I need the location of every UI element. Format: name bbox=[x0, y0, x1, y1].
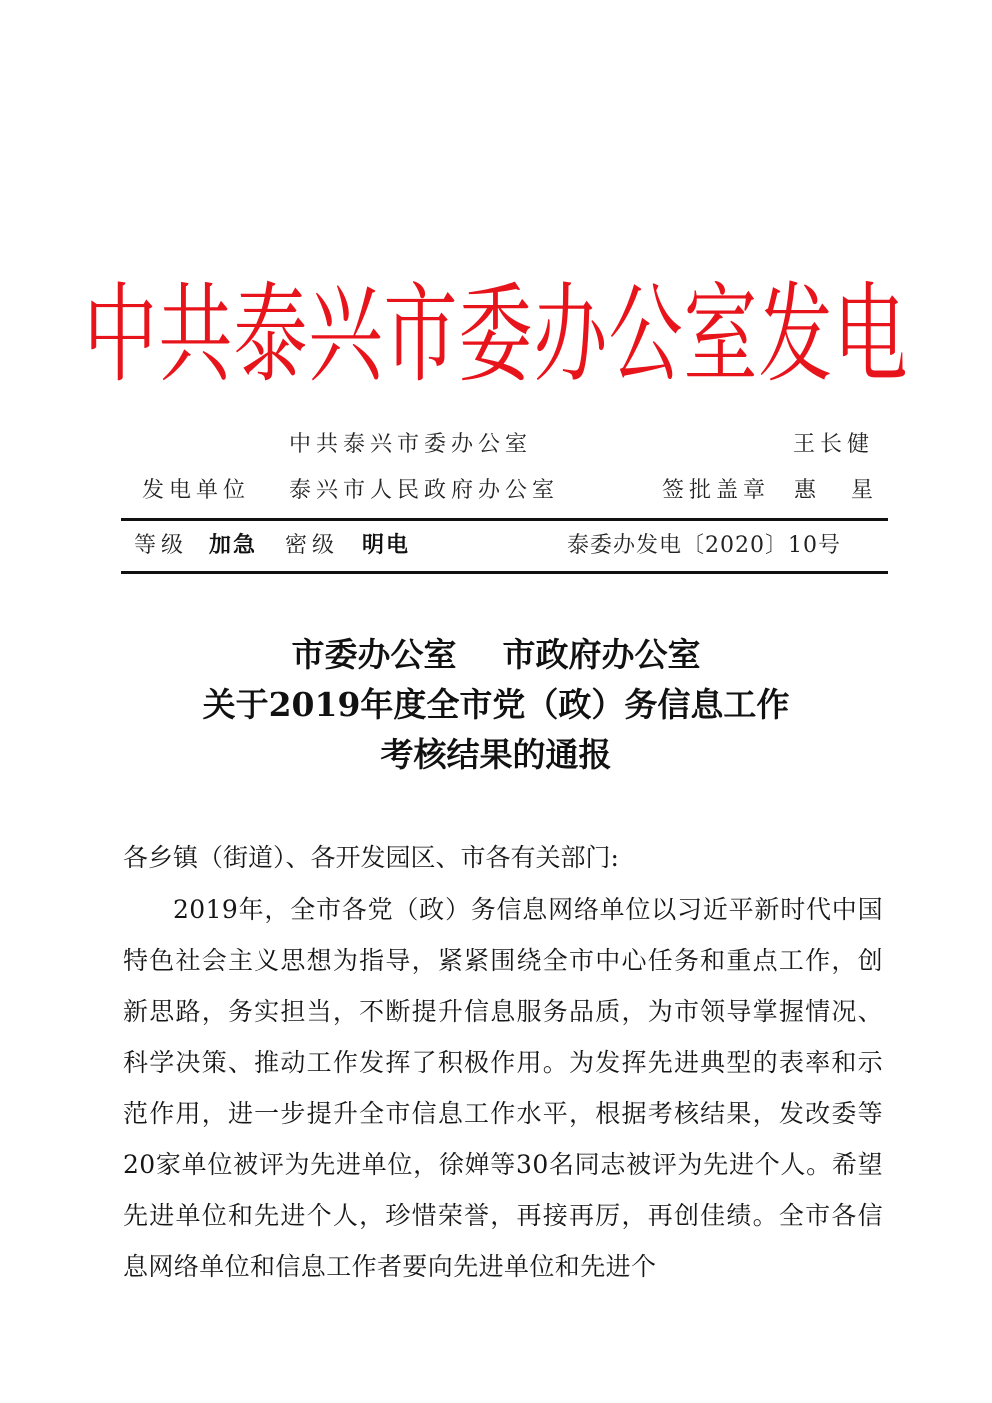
masthead bbox=[0, 270, 992, 400]
document-number: 泰委办发电〔2020〕10号 bbox=[567, 533, 841, 558]
sender-unit-1: 中共泰兴市委办公室 bbox=[289, 432, 533, 457]
secrecy-value: 明电 bbox=[362, 533, 411, 558]
level-value: 加急 bbox=[209, 533, 258, 558]
title-line-2: 关于2019年度全市党（政）务信息工作 bbox=[202, 685, 790, 724]
title-line-3: 考核结果的通报 bbox=[380, 735, 612, 774]
secrecy-label: 密级 bbox=[285, 533, 340, 558]
sender-unit-2: 泰兴市人民政府办公室 bbox=[289, 478, 560, 503]
title-line-1: 市委办公室 市政府办公室 bbox=[291, 635, 701, 674]
level-label: 等级 bbox=[134, 533, 189, 558]
masthead-title: 中共泰兴市委办公室发电 bbox=[83, 272, 909, 398]
body-paragraph bbox=[123, 884, 883, 1292]
header-bottom-rule bbox=[121, 571, 888, 574]
signer-2: 惠 星 bbox=[794, 478, 887, 503]
salutation: 各乡镇（街道）、各开发园区、市各有关部门: bbox=[123, 843, 619, 872]
signer-1: 王长健 bbox=[793, 432, 875, 457]
header-top-rule bbox=[121, 518, 888, 521]
sender-label: 发电单位 bbox=[142, 478, 251, 503]
sign-label: 签批盖章 bbox=[662, 478, 771, 503]
body-paragraph-text: 2019年，全市各党（政）务信息网络单位以习近平新时代中国特色社会主义思想为指导，紧紧围绕全市中心任务和重点工作，创新思路，务实担当，不断提升信息服务品质，为市领导掌握情况、科学决策、推动工作发挥了积极作用。为发挥先进典型的表率和示范作用，进一步提升全市信息工作水平，根据考核结果，发改委等20家单位被评为先进单位，徐婵等30名同志被评为先进个人。希望先进单位和先进个人，珍惜荣誉，再接再厉，再创佳绩。全市各信息网络单位和信息工作者要向先进单位和先进个 bbox=[123, 895, 883, 1281]
